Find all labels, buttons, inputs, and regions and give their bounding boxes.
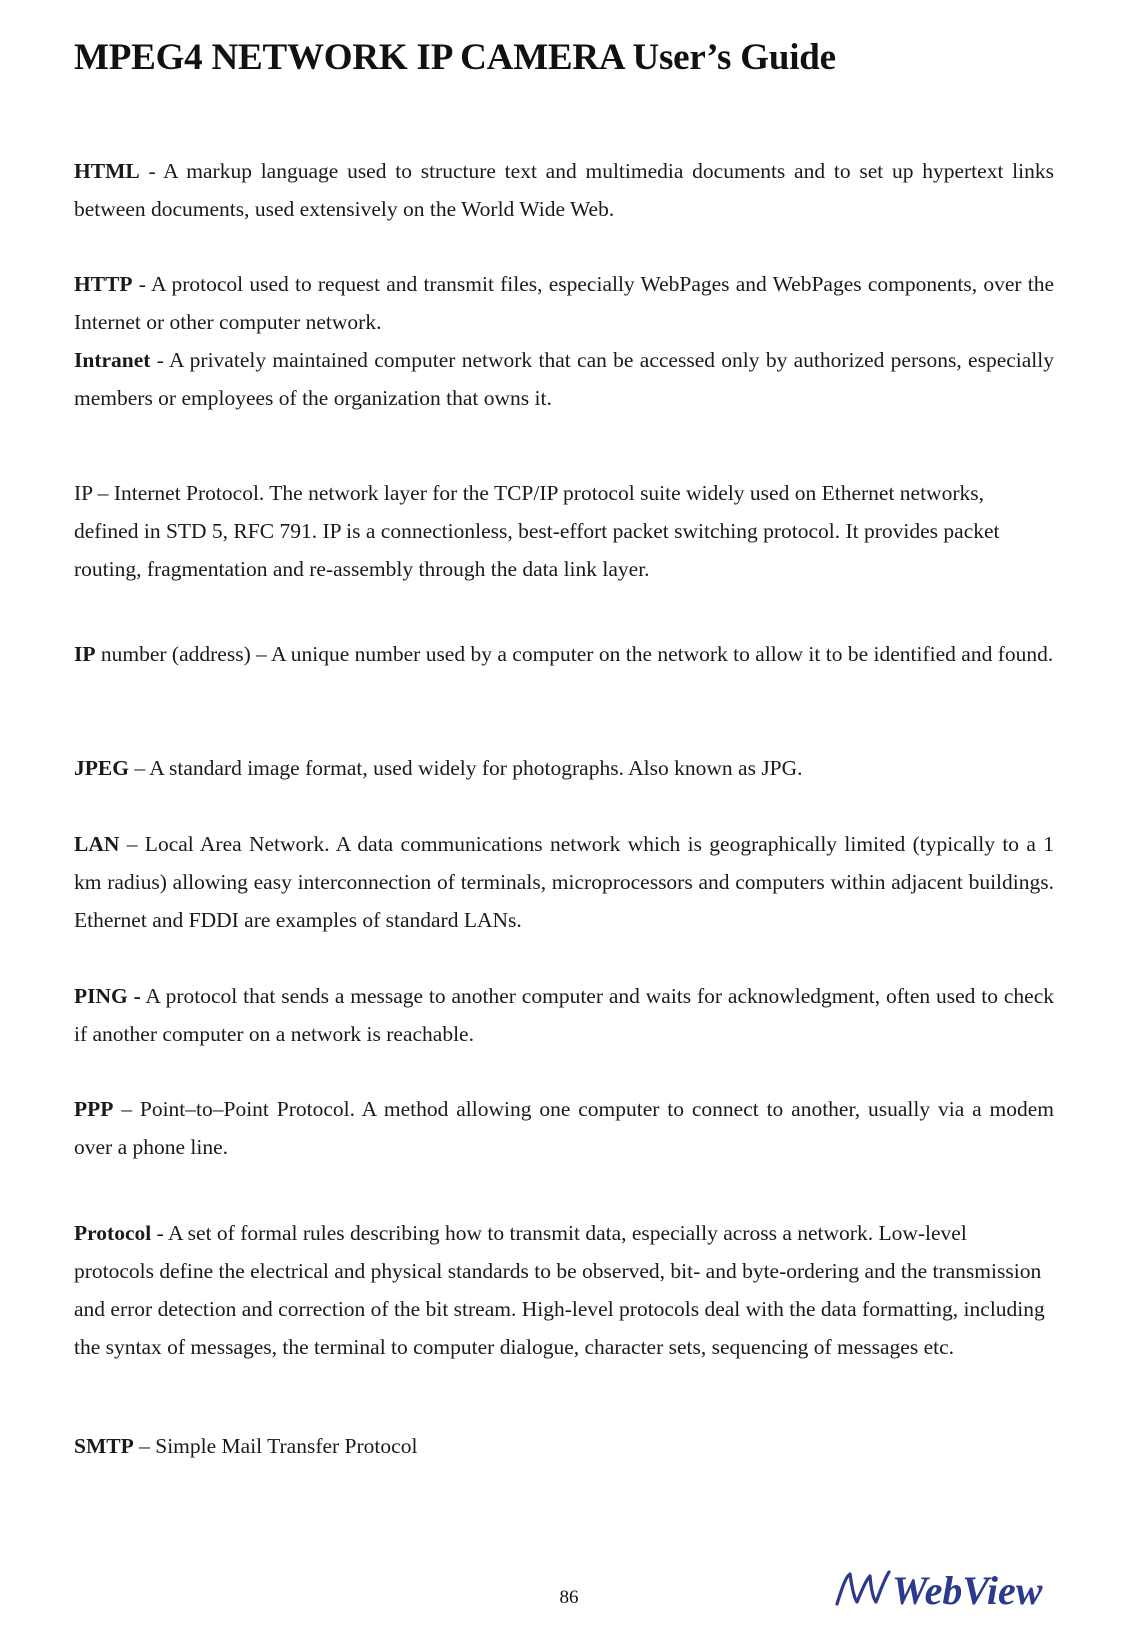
- glossary-entry-ping: [74, 977, 1054, 1053]
- glossary-entry-ip: [74, 474, 1034, 588]
- glossary-term: Intranet: [74, 348, 151, 372]
- glossary-definition: A protocol that sends a message to another computer and waits for acknowledgment, often used to check if another computer on a network is reachable.: [74, 984, 1054, 1046]
- webview-logo: [834, 1558, 1054, 1618]
- glossary-term: PING -: [74, 984, 141, 1008]
- glossary-entry-ip-number: [74, 635, 1054, 673]
- glossary-term: IP: [74, 642, 96, 666]
- glossary-term: SMTP: [74, 1434, 134, 1458]
- glossary-entry-intranet: [74, 341, 1054, 417]
- glossary-term: HTML: [74, 159, 140, 183]
- glossary-definition: – Local Area Network. A data communications network which is geographically limited (typically to a 1 km radius) allowing easy interconnection of terminals, microprocessors and computers within adjacent buildings. Ethernet and FDDI are examples of standard LANs.: [74, 832, 1054, 932]
- glossary-definition: – Internet Protocol. The network layer for the TCP/IP protocol suite widely used on Ethernet networks, defined in STD 5, RFC 791. IP is a connectionless, best-effort packet switching protocol. It provides packet routing, fragmentation and re-assembly through the data link layer.: [74, 481, 1000, 581]
- glossary-entry-http: [74, 265, 1054, 341]
- logo-text: WebView: [892, 1568, 1043, 1613]
- glossary-definition: - A privately maintained computer network that can be accessed only by authorized persons, especially members or employees of the organization that owns it.: [74, 348, 1054, 410]
- page-number: 86: [559, 1587, 579, 1608]
- glossary-definition: number (address) – A unique number used by a computer on the network to allow it to be identified and found.: [95, 642, 1054, 666]
- glossary-term: HTTP: [74, 272, 133, 296]
- page-title: MPEG4 NETWORK IP CAMERA User’s Guide: [74, 37, 836, 78]
- glossary-definition: – A standard image format, used widely for photographs. Also known as JPG.: [128, 756, 803, 780]
- glossary-definition: – Simple Mail Transfer Protocol: [133, 1434, 418, 1458]
- glossary-entry-ppp: [74, 1090, 1054, 1166]
- glossary-term: IP: [74, 481, 93, 505]
- glossary-term: PPP: [74, 1097, 114, 1121]
- glossary-definition: - A set of formal rules describing how to transmit data, especially across a network. Low-level protocols define the electrical and physical standards to be observed, bit- and byte-ordering and the transmission and error detection and correction of the bit stream. High-level protocols deal with the data formatting, including the syntax of messages, the terminal to computer dialogue, character sets, sequencing of messages etc.: [74, 1221, 1045, 1359]
- glossary-definition: – Point–to–Point Protocol. A method allowing one computer to connect to another, usually via a modem over a phone line.: [74, 1097, 1054, 1159]
- glossary-term: LAN: [74, 832, 120, 856]
- glossary-term: JPEG: [74, 756, 129, 780]
- glossary-entry-protocol: [74, 1214, 1046, 1366]
- glossary-term: Protocol: [74, 1221, 152, 1245]
- glossary-entry-smtp: [74, 1427, 1054, 1465]
- glossary-entry-jpeg: [74, 749, 1054, 787]
- webview-wave-icon: [837, 1572, 889, 1604]
- glossary-definition: - A markup language used to structure text and multimedia documents and to set up hypertext links between documents, used extensively on the World Wide Web.: [74, 159, 1054, 221]
- glossary-entry-lan: [74, 825, 1054, 939]
- glossary-definition: - A protocol used to request and transmit files, especially WebPages and WebPages components, over the Internet or other computer network.: [74, 272, 1054, 334]
- glossary-entry-html: [74, 152, 1054, 228]
